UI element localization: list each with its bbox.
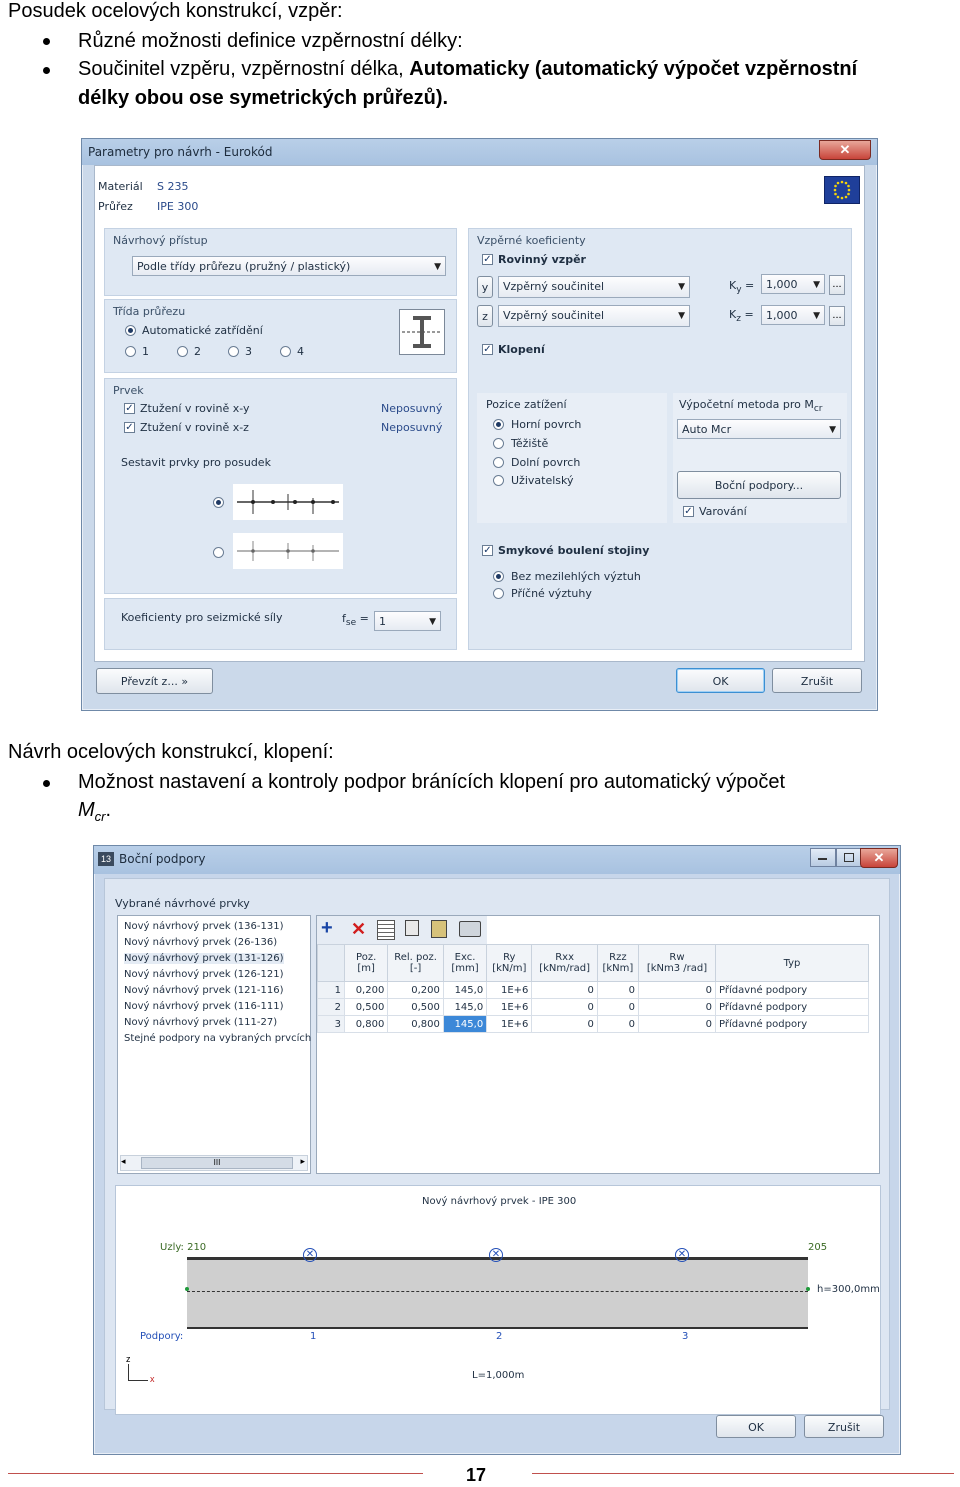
column-name: Ry (503, 952, 516, 963)
ky-label (729, 279, 754, 295)
table-cell[interactable]: 0,500 (388, 999, 444, 1016)
load-position-label: Uživatelský (511, 474, 574, 487)
load-position-label: Těžiště (511, 437, 549, 450)
planar-buckling-label: Rovinný vzpěr (498, 253, 586, 266)
axis-y-button[interactable]: y (477, 276, 493, 298)
column-unit: [-] (409, 963, 422, 974)
axes-icon (126, 1354, 154, 1384)
table-cell[interactable]: Přídavné podpory (716, 982, 869, 999)
column-name: Rxx (555, 952, 575, 963)
cancel-button[interactable]: Zrušit (772, 668, 862, 693)
column-header[interactable] (716, 945, 869, 982)
compose-members-label: Sestavit prvky pro posudek (121, 456, 271, 469)
f-symbol: f (342, 612, 346, 625)
member-preview (115, 1185, 881, 1415)
table-cell[interactable]: 0,200 (345, 982, 388, 999)
section-value: IPE 300 (157, 200, 199, 213)
design-parameters-dialog (81, 138, 878, 711)
buckling-panel (468, 228, 852, 650)
chevron-down-icon: ▼ (813, 311, 820, 321)
warping-label: Varování (699, 505, 747, 518)
chevron-down-icon: ▼ (829, 425, 836, 435)
k-subscript: y (736, 285, 742, 296)
minimize-icon (818, 858, 827, 860)
lateral-supports-button[interactable]: Boční podpory... (677, 471, 841, 499)
auto-classification-label: Automatické zatřídění (142, 324, 263, 337)
bullet-dot (43, 67, 50, 74)
k-symbol: K (729, 308, 737, 321)
seismic-panel (104, 598, 457, 650)
shear-buckling-label: Smykové boulení stojiny (498, 544, 650, 557)
row-number[interactable]: 2 (318, 999, 345, 1016)
column-name: Rzz (609, 952, 627, 963)
select-value: Vzpěrný součinitel (503, 280, 605, 293)
table-cell[interactable]: 0 (597, 982, 638, 999)
axis-x-line (128, 1380, 148, 1381)
bracing-xz-status[interactable]: Neposuvný (381, 421, 443, 434)
support-1-marker-icon[interactable]: ✕ (303, 1248, 317, 1262)
design-approach-panel (104, 228, 457, 296)
table-cell[interactable]: 1E+6 (487, 982, 532, 999)
column-header[interactable] (487, 945, 532, 982)
class-label: 1 (142, 345, 149, 358)
support-2-marker-icon[interactable]: ✕ (489, 1248, 503, 1262)
list-item[interactable]: Nový návrhový prvek (121-116) (124, 985, 284, 996)
class-4-radio[interactable] (280, 346, 291, 357)
row-number[interactable]: 3 (318, 1016, 345, 1033)
horizontal-scrollbar[interactable] (120, 1155, 308, 1171)
section-label: Průřez (98, 200, 133, 213)
k-symbol: K (729, 279, 737, 292)
beam-axis (187, 1291, 808, 1292)
page-number: 17 (466, 1465, 487, 1485)
chevron-down-icon: ▼ (429, 617, 436, 627)
eu-flag-icon (824, 176, 860, 204)
lateral-supports-dialog (93, 845, 901, 1455)
column-header[interactable] (388, 945, 444, 982)
member-panel (104, 378, 457, 594)
preview-title: Nový návrhový prvek - IPE 300 (422, 1196, 577, 1207)
scroll-right-icon[interactable]: ▸ (300, 1156, 305, 1166)
ltb-label: Klopení (498, 343, 545, 356)
dialog-titlebar (94, 846, 900, 874)
table-cell[interactable]: 0,500 (345, 999, 388, 1016)
paste-icon[interactable] (431, 920, 447, 938)
close-button[interactable]: ✕ (819, 140, 871, 160)
compose-option-2-radio[interactable] (213, 547, 224, 558)
maximize-button[interactable] (836, 848, 862, 867)
class-1-radio[interactable] (125, 346, 136, 357)
select-value: 1,000 (766, 309, 798, 322)
close-button[interactable]: ✕ (860, 848, 898, 868)
grid-toolbar (317, 916, 487, 944)
column-header[interactable] (638, 945, 715, 982)
supports-label: Podpory: (140, 1331, 184, 1342)
load-centroid-radio[interactable] (493, 438, 504, 449)
list-item[interactable]: Nový návrhový prvek (131-126) (124, 953, 284, 964)
list-item[interactable]: Nový návrhový prvek (126-121) (124, 969, 284, 980)
heading-lateral-torsional: Návrh ocelových konstrukcí, klopení: (8, 741, 334, 763)
axis-z-label: z (126, 1354, 131, 1364)
seismic-label: Koeficienty pro seizmické síly (121, 611, 283, 624)
list-item[interactable]: Stejné podpory na vybraných prvcích (124, 1033, 312, 1044)
supports-grid-panel (316, 915, 880, 1174)
equals: = (744, 308, 754, 321)
bullet-buckling-options: Různé možnosti definice vzpěrnostní délky: (78, 30, 463, 52)
bullet-buckling-methods (78, 55, 857, 83)
load-top-radio[interactable] (493, 419, 504, 430)
class-label: 2 (194, 345, 201, 358)
end-node-label: 205 (808, 1242, 828, 1253)
period: . (105, 799, 112, 821)
seismic-f-label (342, 612, 369, 628)
table-cell[interactable]: 0,200 (388, 982, 444, 999)
bullet-dot (43, 38, 50, 45)
shear-buckling-checkbox[interactable]: ✓ (483, 545, 492, 556)
row-header-corner (318, 945, 345, 982)
nodes-label: Uzly: 210 (160, 1242, 207, 1253)
column-name: Exc. (454, 952, 476, 963)
bullet-bold-text: délky obou ose symetrických průřezů). (78, 87, 449, 109)
node-start-marker (185, 1287, 189, 1291)
bullet-bold-text: Automaticky (automatický výpočet vzpěrnostní (409, 58, 858, 80)
ky-value-select[interactable] (761, 274, 825, 294)
table-cell[interactable]: 1E+6 (487, 999, 532, 1016)
auto-classification-radio[interactable] (125, 325, 136, 336)
table-cell[interactable]: 0 (597, 1016, 638, 1033)
bullet-text: Součinitel vzpěru, vzpěrnostní délka, (78, 58, 410, 80)
kz-label (729, 308, 754, 324)
add-row-icon[interactable]: + (321, 917, 333, 939)
warping-checkbox[interactable]: ✓ (684, 506, 693, 517)
footer-rule-left (8, 1473, 423, 1474)
table-cell[interactable]: 0 (597, 999, 638, 1016)
bracing-xy-checkbox[interactable]: ✓ (125, 403, 134, 414)
copy-icon[interactable] (405, 920, 419, 936)
table-cell[interactable]: 0 (638, 1016, 715, 1033)
table-cell[interactable]: 0 (638, 982, 715, 999)
load-position-label: Horní povrch (511, 418, 582, 431)
members-listbox[interactable] (117, 915, 311, 1174)
load-position-title: Pozice zatížení (486, 398, 567, 411)
ok-button[interactable]: OK (716, 1415, 796, 1438)
select-value: 1,000 (766, 278, 798, 291)
no-stiffeners-label: Bez mezilehlých výztuh (511, 570, 641, 583)
buckling-z-mode-select[interactable] (498, 305, 690, 327)
class-2-radio[interactable] (177, 346, 188, 357)
mcr-method-title (679, 398, 823, 414)
buckling-y-mode-select[interactable] (498, 276, 690, 298)
table-row[interactable] (318, 999, 869, 1016)
axis-z-button[interactable]: z (477, 305, 493, 327)
table-cell[interactable]: 0 (532, 999, 597, 1016)
mcr-subscript: cr (813, 404, 823, 415)
node-end-marker (806, 1287, 810, 1291)
cancel-button[interactable]: Zrušit (804, 1415, 884, 1438)
material-label: Materiál (98, 180, 143, 193)
chevron-down-icon: ▼ (434, 262, 441, 272)
bullet-dot (43, 780, 50, 787)
mcr-symbol: M (78, 799, 95, 821)
column-unit: [kN/m] (492, 963, 527, 974)
dialog-title: Boční podpory (119, 852, 206, 866)
class-label: 3 (245, 345, 252, 358)
ltb-checkbox[interactable]: ✓ (483, 344, 492, 355)
row-number[interactable]: 1 (318, 982, 345, 999)
panel-title: Prvek (113, 384, 144, 397)
chevron-down-icon: ▼ (678, 282, 685, 292)
dialog-content (94, 165, 865, 662)
i-section-icon[interactable] (399, 309, 445, 355)
selected-members-title: Vybrané návrhové prvky (115, 897, 250, 910)
table-cell[interactable]: 0 (532, 1016, 597, 1033)
column-name: Rel. poz. (394, 952, 437, 963)
k-subscript: z (736, 314, 741, 325)
import-from-button[interactable]: Převzít z... » (96, 668, 213, 694)
dialog-content (104, 878, 890, 1410)
supports-table (317, 944, 869, 1033)
column-unit: [kNm] (602, 963, 634, 974)
table-cell[interactable]: 1E+6 (487, 1016, 532, 1033)
kz-value-select[interactable] (761, 305, 825, 325)
bullet-ltb-supports: Možnost nastavení a kontroly podpor bránících klopení pro automatický výpočet (78, 771, 786, 793)
panel-title: Vzpěrné koeficienty (477, 234, 586, 247)
table-header-row (318, 945, 869, 982)
equals: = (745, 279, 755, 292)
bullet-ltb-supports-line2 (78, 796, 111, 831)
section-class-panel (104, 299, 457, 373)
select-value: Vzpěrný součinitel (503, 309, 605, 322)
table-cell[interactable]: 0 (638, 999, 715, 1016)
table-icon[interactable] (377, 920, 395, 940)
load-user-radio[interactable] (493, 475, 504, 486)
planar-buckling-checkbox[interactable]: ✓ (483, 254, 492, 265)
column-name: Typ (783, 957, 801, 969)
bracing-xy-status[interactable]: Neposuvný (381, 402, 443, 415)
table-cell[interactable]: 0,800 (345, 1016, 388, 1033)
mcr-method-select[interactable] (677, 419, 841, 439)
column-header[interactable] (443, 945, 486, 982)
table-cell[interactable]: Přídavné podpory (716, 999, 869, 1016)
dialog-titlebar (82, 139, 877, 165)
bracing-xy-label: Ztužení v rovině x-y (140, 402, 250, 415)
app-icon: 13 (98, 852, 114, 866)
table-cell[interactable]: 0,800 (388, 1016, 444, 1033)
table-row[interactable] (318, 1016, 869, 1033)
selected-cell[interactable]: 145,0 (443, 1016, 486, 1033)
material-value: S 235 (157, 180, 189, 193)
column-header[interactable] (597, 945, 638, 982)
column-unit: [kNm/rad] (539, 963, 590, 974)
support-3-marker-icon[interactable]: ✕ (675, 1248, 689, 1262)
panel-title: Třída průřezu (113, 305, 186, 318)
member-scheme-1-icon (233, 484, 343, 520)
ok-button[interactable]: OK (676, 668, 765, 693)
transverse-stiffeners-label: Příčné výztuhy (511, 587, 592, 600)
f-subscript: se (345, 618, 357, 629)
column-unit: [mm] (451, 963, 479, 974)
column-header[interactable] (532, 945, 597, 982)
print-icon[interactable] (459, 921, 481, 937)
chevron-down-icon: ▼ (813, 280, 820, 290)
select-value: 1 (379, 615, 386, 628)
load-position-label: Dolní povrch (511, 456, 581, 469)
no-stiffeners-radio[interactable] (493, 571, 504, 582)
table-row[interactable] (318, 982, 869, 999)
list-item[interactable]: Nový návrhový prvek (111-27) (124, 1017, 278, 1028)
delete-row-icon[interactable]: ✕ (351, 919, 367, 939)
mcr-subscript: cr (94, 809, 106, 824)
length-label: L=1,000m (472, 1370, 525, 1381)
equals: = (359, 612, 369, 625)
list-item[interactable]: Nový návrhový prvek (26-136) (124, 937, 278, 948)
column-unit: [kNm3 /rad] (646, 963, 708, 974)
table-cell[interactable]: 145,0 (443, 999, 486, 1016)
maximize-icon (844, 853, 854, 862)
scroll-left-icon[interactable]: ◂ (121, 1156, 126, 1166)
support-number: 3 (682, 1331, 689, 1342)
footer-rule-right (532, 1473, 954, 1474)
compose-option-1-radio[interactable] (213, 497, 224, 508)
support-number: 2 (496, 1331, 503, 1342)
select-value: Podle třídy průřezu (pružný / plastický) (137, 260, 351, 273)
column-name: Poz. (356, 952, 377, 963)
mcr-method-group (673, 393, 847, 523)
scroll-thumb[interactable]: III (141, 1157, 293, 1169)
column-unit: [m] (357, 963, 375, 974)
column-header[interactable] (345, 945, 388, 982)
design-approach-select[interactable] (132, 256, 446, 276)
dialog-title: Parametry pro návrh - Eurokód (88, 145, 273, 159)
support-number: 1 (310, 1331, 317, 1342)
minimize-button[interactable] (810, 848, 836, 867)
select-value: Auto Mcr (682, 423, 732, 436)
height-label: h=300,0mm (817, 1284, 880, 1295)
panel-title: Návrhový přístup (113, 234, 208, 247)
kz-more-button[interactable]: ... (829, 306, 845, 326)
axis-x-label: x (150, 1374, 155, 1384)
column-name: Rw (669, 952, 685, 963)
class-3-radio[interactable] (228, 346, 239, 357)
load-bottom-radio[interactable] (493, 457, 504, 468)
mcr-title-text: Výpočetní metoda pro M (679, 398, 814, 411)
heading-buckling: Posudek ocelových konstrukcí, vzpěr: (8, 0, 343, 22)
load-position-group (477, 393, 667, 523)
table-cell[interactable]: 145,0 (443, 982, 486, 999)
chevron-down-icon: ▼ (678, 311, 685, 321)
list-item[interactable]: Nový návrhový prvek (136-131) (124, 921, 284, 932)
ky-more-button[interactable]: ... (829, 275, 845, 295)
bullet-buckling-methods-line2 (78, 84, 448, 112)
axis-z-line (128, 1364, 129, 1380)
class-label: 4 (297, 345, 304, 358)
list-item[interactable]: Nový návrhový prvek (116-111) (124, 1001, 284, 1012)
bracing-xz-label: Ztužení v rovině x-z (140, 421, 249, 434)
table-cell[interactable]: 0 (532, 982, 597, 999)
beam-shape[interactable] (187, 1257, 808, 1329)
table-cell[interactable]: Přídavné podpory (716, 1016, 869, 1033)
member-scheme-2-icon (233, 533, 343, 569)
seismic-factor-select[interactable] (374, 611, 441, 631)
transverse-stiffeners-radio[interactable] (493, 588, 504, 599)
bracing-xz-checkbox[interactable]: ✓ (125, 422, 134, 433)
